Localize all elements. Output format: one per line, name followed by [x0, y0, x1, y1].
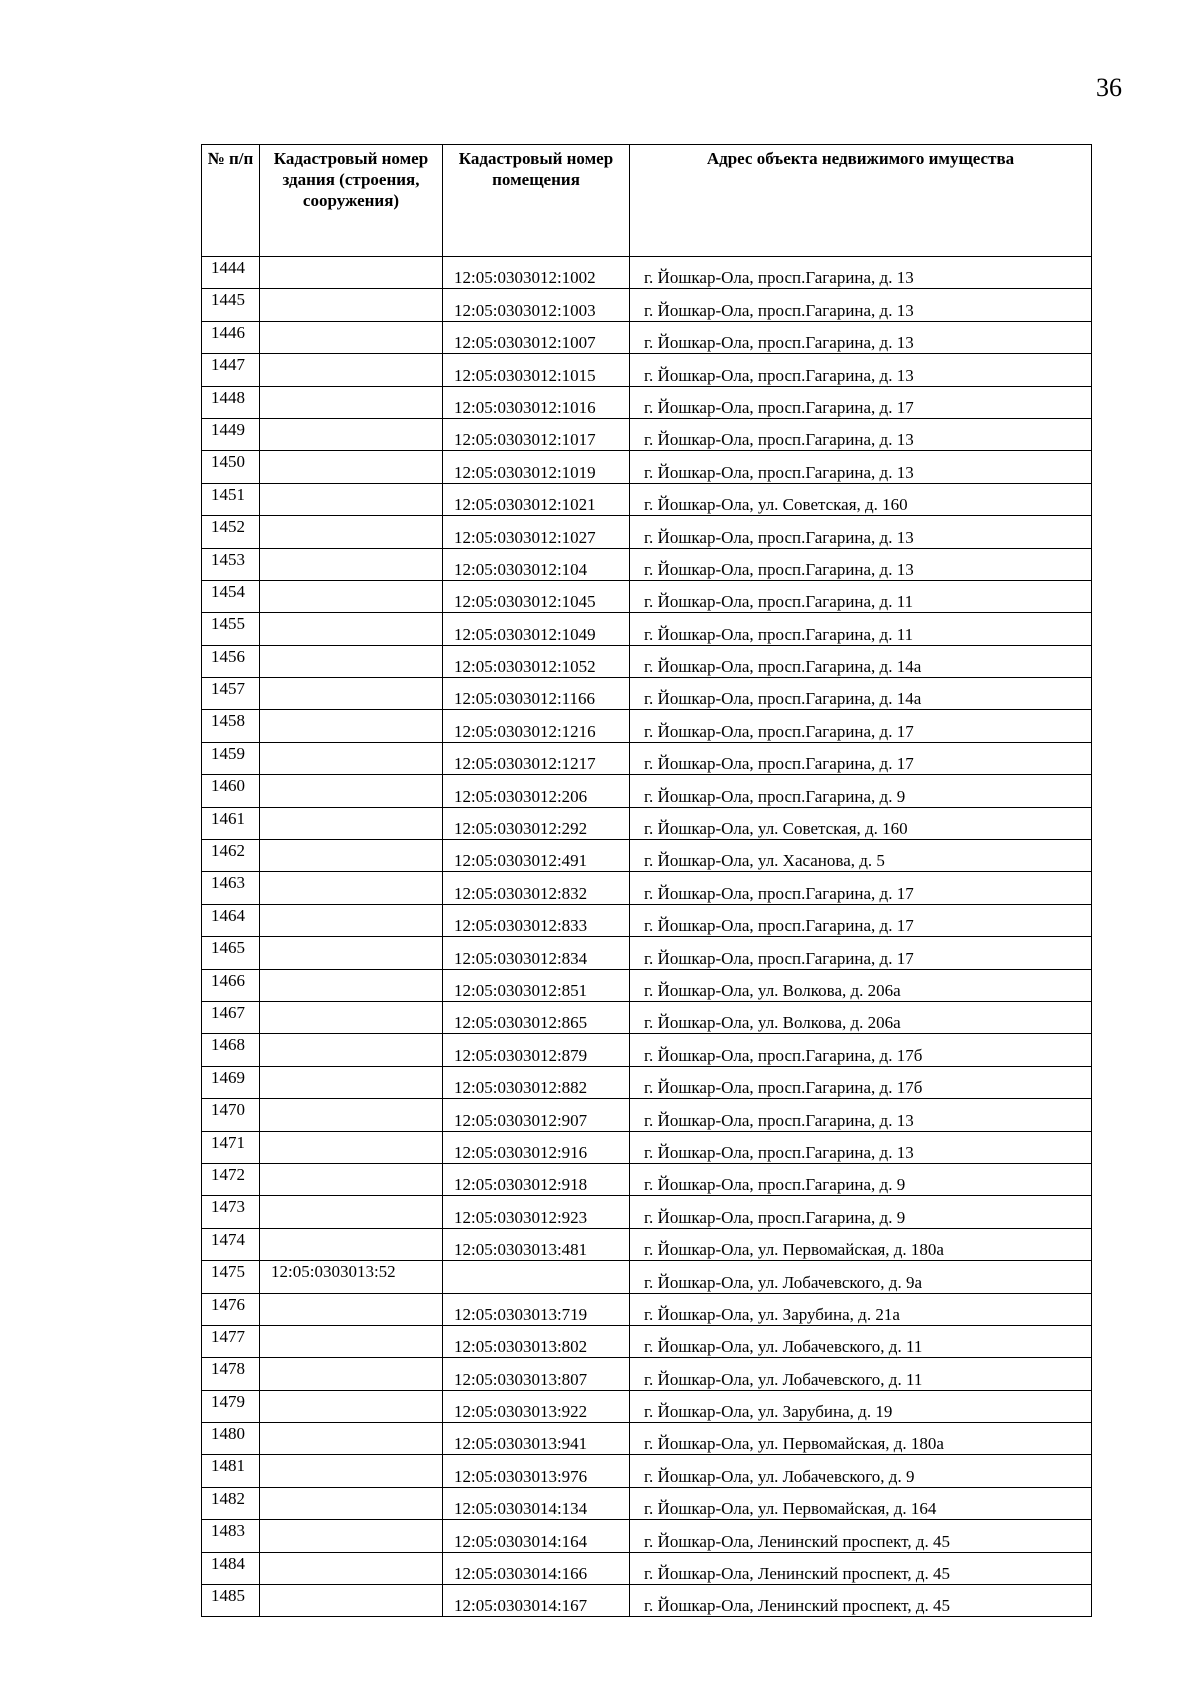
- building-cadastral-cell: [260, 742, 443, 774]
- room-cadastral-cell: 12:05:0303012:1021: [443, 483, 630, 515]
- building-cadastral-cell: [260, 580, 443, 612]
- table-row: [202, 1001, 1092, 1033]
- row-number-cell: 1450: [202, 451, 260, 483]
- table-row: [202, 742, 1092, 774]
- table-row: [202, 354, 1092, 386]
- table-row: [202, 289, 1092, 321]
- row-number-cell: 1446: [202, 321, 260, 353]
- building-cadastral-cell: [260, 1520, 443, 1552]
- building-cadastral-cell: [260, 937, 443, 969]
- room-cadastral-cell: 12:05:0303013:481: [443, 1228, 630, 1260]
- room-cadastral-cell: 12:05:0303013:719: [443, 1293, 630, 1325]
- building-cadastral-cell: [260, 321, 443, 353]
- room-cadastral-cell: 12:05:0303013:941: [443, 1423, 630, 1455]
- address-cell: г. Йошкар-Ола, просп.Гагарина, д. 17: [630, 872, 1092, 904]
- row-number-cell: 1482: [202, 1487, 260, 1519]
- row-number-cell: 1467: [202, 1001, 260, 1033]
- building-cadastral-cell: [260, 418, 443, 450]
- room-cadastral-cell: 12:05:0303012:292: [443, 807, 630, 839]
- table-row: [202, 451, 1092, 483]
- row-number-cell: 1447: [202, 354, 260, 386]
- address-cell: г. Йошкар-Ола, просп.Гагарина, д. 17б: [630, 1066, 1092, 1098]
- building-cadastral-cell: [260, 289, 443, 321]
- room-cadastral-cell: 12:05:0303012:1016: [443, 386, 630, 418]
- address-cell: г. Йошкар-Ола, просп.Гагарина, д. 13: [630, 548, 1092, 580]
- row-number-cell: 1479: [202, 1390, 260, 1422]
- row-number-cell: 1469: [202, 1066, 260, 1098]
- address-cell: г. Йошкар-Ола, ул. Лобачевского, д. 9: [630, 1455, 1092, 1487]
- building-cadastral-cell: [260, 1196, 443, 1228]
- row-number-cell: 1453: [202, 548, 260, 580]
- table-row: [202, 1552, 1092, 1584]
- building-cadastral-cell: [260, 645, 443, 677]
- building-cadastral-cell: [260, 840, 443, 872]
- address-cell: г. Йошкар-Ола, просп.Гагарина, д. 17: [630, 742, 1092, 774]
- address-cell: г. Йошкар-Ола, ул. Лобачевского, д. 9а: [630, 1261, 1092, 1293]
- address-cell: г. Йошкар-Ола, просп.Гагарина, д. 14а: [630, 645, 1092, 677]
- room-cadastral-cell: 12:05:0303012:851: [443, 969, 630, 1001]
- header-room-cadastral-number: Кадастровый номер помещения: [443, 145, 630, 257]
- table-row: [202, 1228, 1092, 1260]
- table-row: [202, 904, 1092, 936]
- address-cell: г. Йошкар-Ола, просп.Гагарина, д. 17: [630, 386, 1092, 418]
- room-cadastral-cell: 12:05:0303012:1217: [443, 742, 630, 774]
- building-cadastral-cell: [260, 483, 443, 515]
- row-number-cell: 1470: [202, 1099, 260, 1131]
- building-cadastral-cell: [260, 1099, 443, 1131]
- building-cadastral-cell: [260, 1293, 443, 1325]
- row-number-cell: 1461: [202, 807, 260, 839]
- building-cadastral-cell: [260, 1066, 443, 1098]
- table-row: [202, 613, 1092, 645]
- address-cell: г. Йошкар-Ола, просп.Гагарина, д. 13: [630, 451, 1092, 483]
- address-cell: г. Йошкар-Ола, просп.Гагарина, д. 13: [630, 257, 1092, 289]
- building-cadastral-cell: [260, 1034, 443, 1066]
- table-row: [202, 257, 1092, 289]
- room-cadastral-cell: 12:05:0303013:802: [443, 1325, 630, 1357]
- row-number-cell: 1459: [202, 742, 260, 774]
- table-row: [202, 1390, 1092, 1422]
- table-row: [202, 483, 1092, 515]
- building-cadastral-cell: [260, 257, 443, 289]
- address-cell: г. Йошкар-Ола, просп.Гагарина, д. 13: [630, 354, 1092, 386]
- room-cadastral-cell: 12:05:0303014:164: [443, 1520, 630, 1552]
- address-cell: г. Йошкар-Ола, ул. Зарубина, д. 19: [630, 1390, 1092, 1422]
- building-cadastral-cell: [260, 1390, 443, 1422]
- building-cadastral-cell: [260, 1325, 443, 1357]
- room-cadastral-cell: 12:05:0303012:1049: [443, 613, 630, 645]
- table-row: [202, 418, 1092, 450]
- room-cadastral-cell: 12:05:0303012:865: [443, 1001, 630, 1033]
- room-cadastral-cell: 12:05:0303012:104: [443, 548, 630, 580]
- row-number-cell: 1475: [202, 1261, 260, 1293]
- table-row: [202, 1423, 1092, 1455]
- building-cadastral-cell: [260, 678, 443, 710]
- room-cadastral-cell: 12:05:0303013:976: [443, 1455, 630, 1487]
- table-row: [202, 678, 1092, 710]
- row-number-cell: 1445: [202, 289, 260, 321]
- header-property-address: Адрес объекта недвижимого имущества: [630, 145, 1092, 257]
- address-cell: г. Йошкар-Ола, ул. Хасанова, д. 5: [630, 840, 1092, 872]
- building-cadastral-cell: [260, 807, 443, 839]
- table-row: [202, 840, 1092, 872]
- table-row: [202, 580, 1092, 612]
- table-row: [202, 872, 1092, 904]
- address-cell: г. Йошкар-Ола, ул. Первомайская, д. 164: [630, 1487, 1092, 1519]
- row-number-cell: 1460: [202, 775, 260, 807]
- building-cadastral-cell: [260, 1552, 443, 1584]
- table-row: [202, 1131, 1092, 1163]
- table-row: [202, 937, 1092, 969]
- building-cadastral-cell: [260, 904, 443, 936]
- address-cell: г. Йошкар-Ола, просп.Гагарина, д. 13: [630, 321, 1092, 353]
- room-cadastral-cell: 12:05:0303012:1027: [443, 516, 630, 548]
- address-cell: г. Йошкар-Ола, ул. Лобачевского, д. 11: [630, 1325, 1092, 1357]
- building-cadastral-cell: [260, 1163, 443, 1195]
- table-row: [202, 1487, 1092, 1519]
- row-number-cell: 1458: [202, 710, 260, 742]
- building-cadastral-cell: [260, 1585, 443, 1617]
- row-number-cell: 1481: [202, 1455, 260, 1487]
- room-cadastral-cell: 12:05:0303012:491: [443, 840, 630, 872]
- building-cadastral-cell: [260, 1001, 443, 1033]
- row-number-cell: 1484: [202, 1552, 260, 1584]
- header-building-cadastral-number: Кадастровый номер здания (строения, сооружения): [260, 145, 443, 257]
- table-row: [202, 1358, 1092, 1390]
- table-row: [202, 1066, 1092, 1098]
- row-number-cell: 1448: [202, 386, 260, 418]
- room-cadastral-cell: 12:05:0303012:907: [443, 1099, 630, 1131]
- room-cadastral-cell: 12:05:0303012:832: [443, 872, 630, 904]
- room-cadastral-cell: 12:05:0303012:834: [443, 937, 630, 969]
- room-cadastral-cell: 12:05:0303014:134: [443, 1487, 630, 1519]
- table-row: [202, 1163, 1092, 1195]
- row-number-cell: 1456: [202, 645, 260, 677]
- building-cadastral-cell: [260, 710, 443, 742]
- row-number-cell: 1473: [202, 1196, 260, 1228]
- row-number-cell: 1485: [202, 1585, 260, 1617]
- row-number-cell: 1483: [202, 1520, 260, 1552]
- room-cadastral-cell: 12:05:0303012:1017: [443, 418, 630, 450]
- building-cadastral-cell: 12:05:0303013:52: [260, 1261, 443, 1293]
- table-row: [202, 1325, 1092, 1357]
- room-cadastral-cell: 12:05:0303012:833: [443, 904, 630, 936]
- address-cell: г. Йошкар-Ола, ул. Зарубина, д. 21а: [630, 1293, 1092, 1325]
- room-cadastral-cell: 12:05:0303012:1003: [443, 289, 630, 321]
- table-row: [202, 1455, 1092, 1487]
- address-cell: г. Йошкар-Ола, просп.Гагарина, д. 9: [630, 775, 1092, 807]
- building-cadastral-cell: [260, 613, 443, 645]
- table-row: [202, 775, 1092, 807]
- address-cell: г. Йошкар-Ола, ул. Первомайская, д. 180а: [630, 1423, 1092, 1455]
- building-cadastral-cell: [260, 775, 443, 807]
- building-cadastral-cell: [260, 386, 443, 418]
- address-cell: г. Йошкар-Ола, ул. Советская, д. 160: [630, 483, 1092, 515]
- property-registry-table: [201, 144, 1092, 1617]
- room-cadastral-cell: 12:05:0303012:1007: [443, 321, 630, 353]
- row-number-cell: 1451: [202, 483, 260, 515]
- address-cell: г. Йошкар-Ола, ул. Волкова, д. 206а: [630, 1001, 1092, 1033]
- row-number-cell: 1480: [202, 1423, 260, 1455]
- table-row: [202, 1585, 1092, 1617]
- row-number-cell: 1465: [202, 937, 260, 969]
- building-cadastral-cell: [260, 1228, 443, 1260]
- room-cadastral-cell: [443, 1261, 630, 1293]
- building-cadastral-cell: [260, 1487, 443, 1519]
- address-cell: г. Йошкар-Ола, Ленинский проспект, д. 45: [630, 1520, 1092, 1552]
- table-row: [202, 645, 1092, 677]
- address-cell: г. Йошкар-Ола, ул. Первомайская, д. 180а: [630, 1228, 1092, 1260]
- table-row: [202, 1293, 1092, 1325]
- building-cadastral-cell: [260, 872, 443, 904]
- address-cell: г. Йошкар-Ола, просп.Гагарина, д. 17: [630, 710, 1092, 742]
- room-cadastral-cell: 12:05:0303012:206: [443, 775, 630, 807]
- row-number-cell: 1466: [202, 969, 260, 1001]
- address-cell: г. Йошкар-Ола, просп.Гагарина, д. 11: [630, 580, 1092, 612]
- address-cell: г. Йошкар-Ола, ул. Советская, д. 160: [630, 807, 1092, 839]
- table-row: [202, 1196, 1092, 1228]
- address-cell: г. Йошкар-Ола, Ленинский проспект, д. 45: [630, 1552, 1092, 1584]
- room-cadastral-cell: 12:05:0303014:167: [443, 1585, 630, 1617]
- address-cell: г. Йошкар-Ола, просп.Гагарина, д. 14а: [630, 678, 1092, 710]
- row-number-cell: 1463: [202, 872, 260, 904]
- address-cell: г. Йошкар-Ола, просп.Гагарина, д. 13: [630, 1131, 1092, 1163]
- row-number-cell: 1454: [202, 580, 260, 612]
- table-body: [202, 257, 1092, 1617]
- room-cadastral-cell: 12:05:0303012:918: [443, 1163, 630, 1195]
- address-cell: г. Йошкар-Ола, просп.Гагарина, д. 9: [630, 1163, 1092, 1195]
- row-number-cell: 1477: [202, 1325, 260, 1357]
- room-cadastral-cell: 12:05:0303012:882: [443, 1066, 630, 1098]
- address-cell: г. Йошкар-Ола, просп.Гагарина, д. 13: [630, 418, 1092, 450]
- room-cadastral-cell: 12:05:0303013:922: [443, 1390, 630, 1422]
- table-row: [202, 969, 1092, 1001]
- room-cadastral-cell: 12:05:0303012:916: [443, 1131, 630, 1163]
- table-row: [202, 1034, 1092, 1066]
- room-cadastral-cell: 12:05:0303012:923: [443, 1196, 630, 1228]
- table-row: [202, 710, 1092, 742]
- row-number-cell: 1472: [202, 1163, 260, 1195]
- table-row: [202, 1520, 1092, 1552]
- row-number-cell: 1455: [202, 613, 260, 645]
- address-cell: г. Йошкар-Ола, просп.Гагарина, д. 13: [630, 1099, 1092, 1131]
- building-cadastral-cell: [260, 516, 443, 548]
- address-cell: г. Йошкар-Ола, просп.Гагарина, д. 13: [630, 516, 1092, 548]
- room-cadastral-cell: 12:05:0303012:1166: [443, 678, 630, 710]
- address-cell: г. Йошкар-Ола, просп.Гагарина, д. 17: [630, 904, 1092, 936]
- table-row: [202, 386, 1092, 418]
- room-cadastral-cell: 12:05:0303012:1002: [443, 257, 630, 289]
- row-number-cell: 1476: [202, 1293, 260, 1325]
- table-row: [202, 1261, 1092, 1293]
- room-cadastral-cell: 12:05:0303012:879: [443, 1034, 630, 1066]
- room-cadastral-cell: 12:05:0303012:1019: [443, 451, 630, 483]
- building-cadastral-cell: [260, 451, 443, 483]
- page-number: 36: [1096, 73, 1122, 102]
- building-cadastral-cell: [260, 548, 443, 580]
- building-cadastral-cell: [260, 1423, 443, 1455]
- address-cell: г. Йошкар-Ола, просп.Гагарина, д. 11: [630, 613, 1092, 645]
- room-cadastral-cell: 12:05:0303012:1015: [443, 354, 630, 386]
- row-number-cell: 1478: [202, 1358, 260, 1390]
- table-row: [202, 807, 1092, 839]
- address-cell: г. Йошкар-Ола, просп.Гагарина, д. 17б: [630, 1034, 1092, 1066]
- building-cadastral-cell: [260, 1131, 443, 1163]
- address-cell: г. Йошкар-Ола, Ленинский проспект, д. 45: [630, 1585, 1092, 1617]
- table-header-row: [202, 145, 1092, 257]
- row-number-cell: 1464: [202, 904, 260, 936]
- table-row: [202, 516, 1092, 548]
- table-row: [202, 321, 1092, 353]
- address-cell: г. Йошкар-Ола, просп.Гагарина, д. 9: [630, 1196, 1092, 1228]
- building-cadastral-cell: [260, 969, 443, 1001]
- table-row: [202, 548, 1092, 580]
- building-cadastral-cell: [260, 1358, 443, 1390]
- room-cadastral-cell: 12:05:0303014:166: [443, 1552, 630, 1584]
- row-number-cell: 1471: [202, 1131, 260, 1163]
- room-cadastral-cell: 12:05:0303012:1052: [443, 645, 630, 677]
- room-cadastral-cell: 12:05:0303012:1045: [443, 580, 630, 612]
- room-cadastral-cell: 12:05:0303013:807: [443, 1358, 630, 1390]
- room-cadastral-cell: 12:05:0303012:1216: [443, 710, 630, 742]
- table-row: [202, 1099, 1092, 1131]
- row-number-cell: 1444: [202, 257, 260, 289]
- header-row-number: № п/п: [202, 145, 260, 257]
- address-cell: г. Йошкар-Ола, просп.Гагарина, д. 13: [630, 289, 1092, 321]
- building-cadastral-cell: [260, 354, 443, 386]
- row-number-cell: 1462: [202, 840, 260, 872]
- address-cell: г. Йошкар-Ола, просп.Гагарина, д. 17: [630, 937, 1092, 969]
- row-number-cell: 1457: [202, 678, 260, 710]
- row-number-cell: 1468: [202, 1034, 260, 1066]
- row-number-cell: 1474: [202, 1228, 260, 1260]
- building-cadastral-cell: [260, 1455, 443, 1487]
- address-cell: г. Йошкар-Ола, ул. Волкова, д. 206а: [630, 969, 1092, 1001]
- row-number-cell: 1449: [202, 418, 260, 450]
- row-number-cell: 1452: [202, 516, 260, 548]
- address-cell: г. Йошкар-Ола, ул. Лобачевского, д. 11: [630, 1358, 1092, 1390]
